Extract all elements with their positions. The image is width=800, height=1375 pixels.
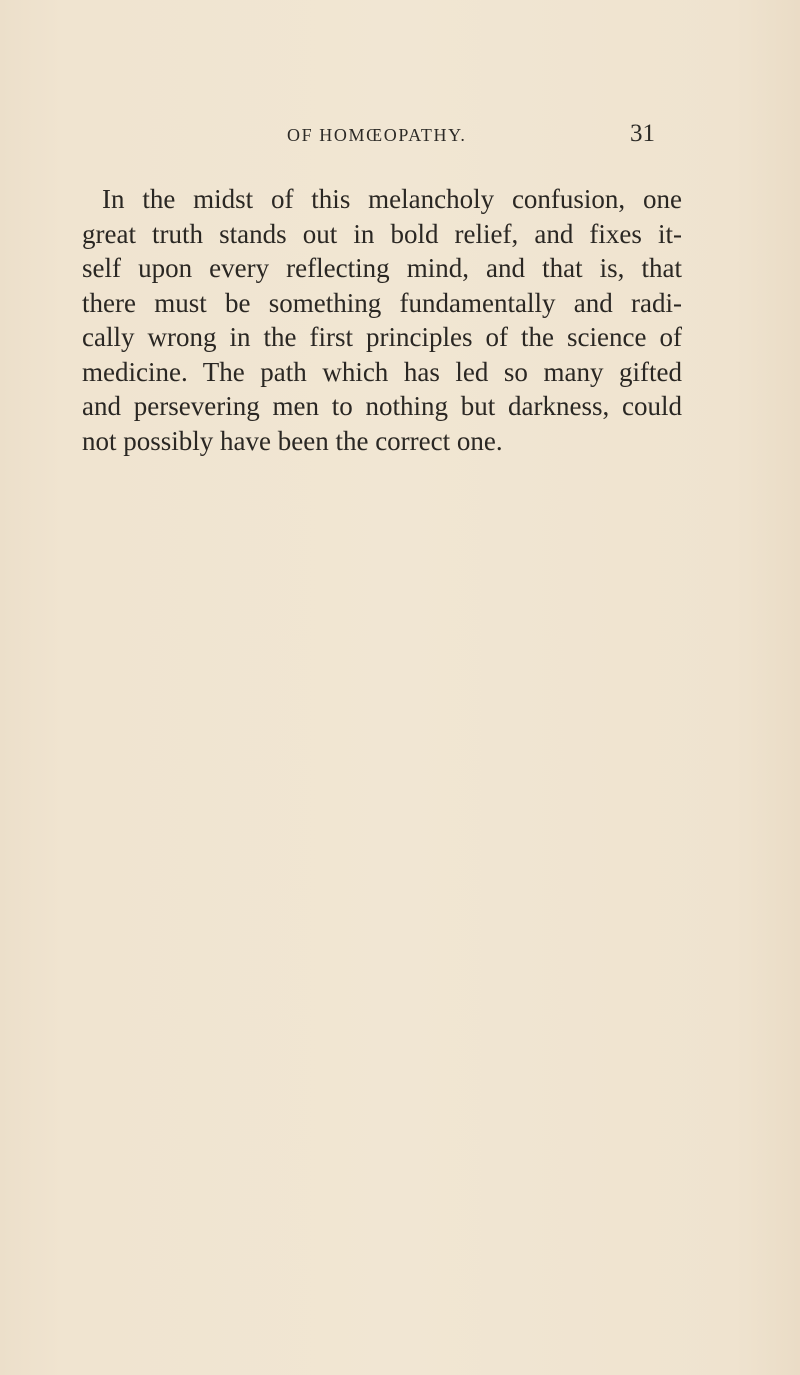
page-number: 31 <box>630 120 655 147</box>
paragraph-line: self upon every reflecting mind, and that is, that <box>82 253 682 283</box>
body-paragraph <box>82 182 682 458</box>
paragraph-line: cally wrong in the first principles of the science of <box>82 322 682 352</box>
paragraph-line: great truth stands out in bold relief, and fixes it- <box>82 218 682 249</box>
paragraph-line: and persevering men to nothing but darkness, could <box>82 391 682 421</box>
running-head-title: OF HOMŒOPATHY. <box>287 125 467 145</box>
paragraph-line: not possibly have been the correct one. <box>82 425 503 456</box>
running-head <box>0 120 800 152</box>
paragraph-line: there must be something fundamentally and radi- <box>82 287 682 318</box>
paragraph-line: In the midst of this melancholy confusion, one <box>102 184 682 214</box>
paragraph-line: medicine. The path which has led so many gifted <box>82 356 682 387</box>
